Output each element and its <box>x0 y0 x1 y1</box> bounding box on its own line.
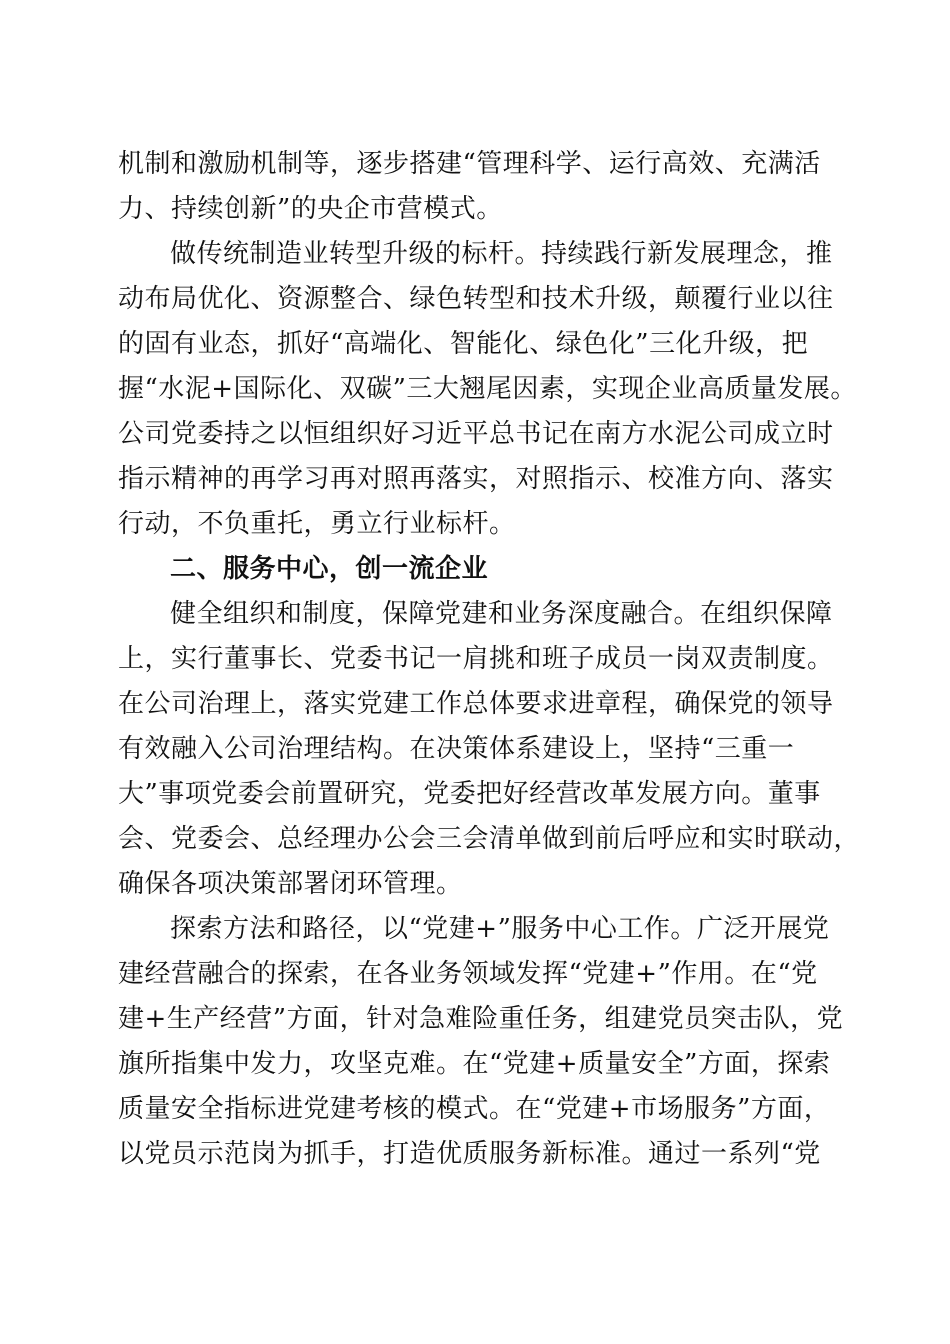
text-line: 旗所指集中发力，攻坚克难。在“党建+质量安全”方面，探索 <box>118 1049 831 1079</box>
text-line: 力、持续创新”的央企市营模式。 <box>118 194 503 224</box>
paragraph-start-line: 做传统制造业转型升级的标杆。持续践行新发展理念，推 <box>170 239 833 269</box>
text-line: 的固有业态，抓好“高端化、智能化、绿色化”三化升级，把 <box>118 329 809 359</box>
paragraph-start-line: 探索方法和路径，以“党建+”服务中心工作。广泛开展党 <box>170 914 830 944</box>
text-line: 确保各项决策部署闭环管理。 <box>118 869 463 899</box>
text-line: 在公司治理上，落实党建工作总体要求进章程，确保党的领导 <box>118 689 834 719</box>
text-line: 行动，不负重托，勇立行业标杆。 <box>118 509 516 539</box>
section-heading: 二、服务中心，创一流企业 <box>170 554 489 584</box>
text-line: 公司党委持之以恒组织好习近平总书记在南方水泥公司成立时 <box>118 419 834 449</box>
text-line: 建+生产经营”方面，针对急难险重任务，组建党员突击队，党 <box>118 1004 844 1034</box>
paragraph-start-line: 健全组织和制度，保障党建和业务深度融合。在组织保障 <box>170 599 833 629</box>
text-line: 会、党委会、总经理办公会三会清单做到前后呼应和实时联动， <box>118 824 861 854</box>
text-line: 动布局优化、资源整合、绿色转型和技术升级，颠覆行业以往 <box>118 284 834 314</box>
text-line: 大”事项党委会前置研究，党委把好经营改革发展方向。董事 <box>118 779 821 809</box>
text-line: 指示精神的再学习再对照再落实，对照指示、校准方向、落实 <box>118 464 834 494</box>
text-line: 建经营融合的探索，在各业务领域发挥“党建+”作用。在“党 <box>118 959 818 989</box>
text-line: 机制和激励机制等，逐步搭建“管理科学、运行高效、充满活 <box>118 149 821 179</box>
text-line: 握“水泥+国际化、双碳”三大翘尾因素，实现企业高质量发展。 <box>118 374 857 404</box>
text-line: 质量安全指标进党建考核的模式。在“党建+市场服务”方面， <box>118 1094 831 1124</box>
text-line: 上，实行董事长、党委书记一肩挑和班子成员一岗双责制度。 <box>118 644 834 674</box>
text-line: 以党员示范岗为抓手，打造优质服务新标准。通过一系列“党 <box>118 1139 821 1169</box>
text-line: 有效融入公司治理结构。在决策体系建设上，坚持“三重一 <box>118 734 795 764</box>
